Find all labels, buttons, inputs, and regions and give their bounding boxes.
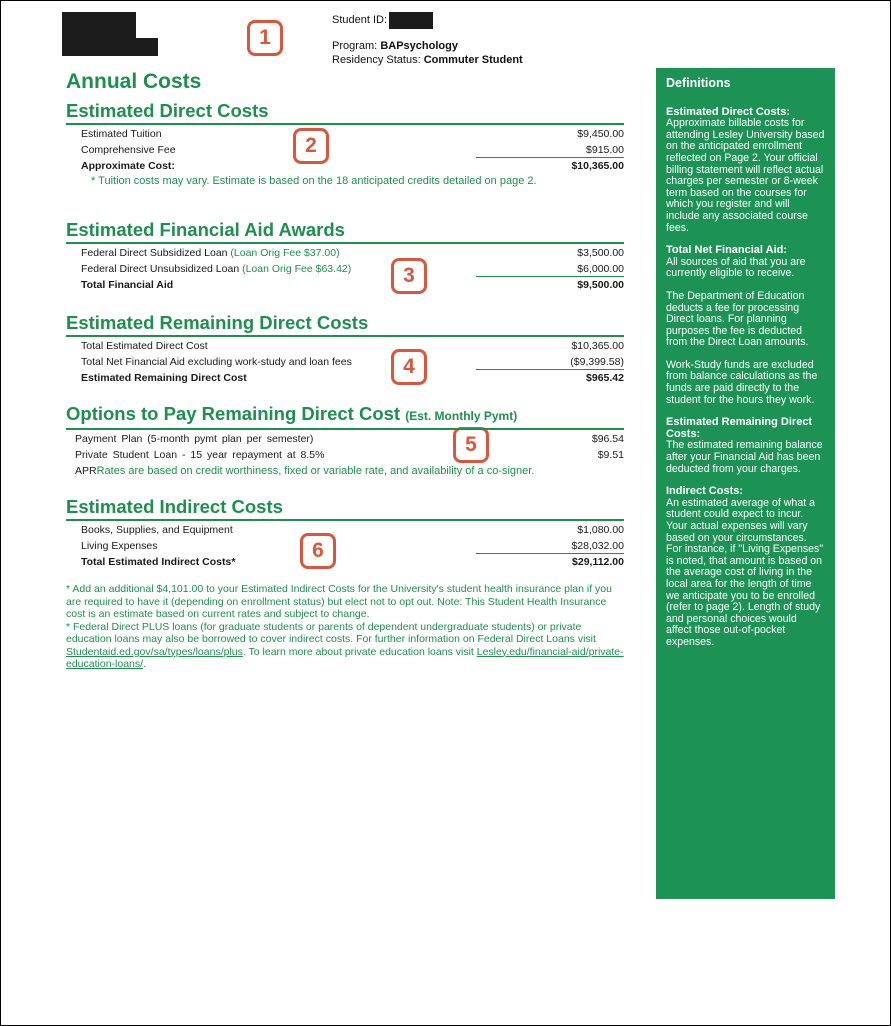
financial-aid-heading: Estimated Financial Aid Awards (66, 219, 624, 244)
apr-note: Rates are based on credit worthiness, fixed or variable rate, and availability of a co-signer. (96, 465, 535, 477)
residency-value: Commuter Student (423, 54, 523, 66)
footnote-plus-loans: * Federal Direct PLUS loans (for graduate students or parents of dependent undergraduate students) or private education loans may also be borrowed to cover indirect costs. For further information on Federal Direct Loans visit Studentaid.ed.gov/sa/types/loans/plus. To learn more about private education loans visit Lesley.edu/financial-aid/private-education-loans/. (66, 620, 624, 670)
footnote-insurance: * Add an additional $4,101.00 to your Estimated Indirect Costs for the University's student health insurance plan if you are required to have it (depending on enrollment status) but elect not to opt out. Note: This Student Health Insurance cost is an estimate based on current rates and subject to change. (66, 583, 612, 620)
payment-options-section (66, 403, 624, 479)
definition-item: The Department of Education deducts a fee for processing Direct loans. For planning purposes the fee is deducted from the Direct Loan amounts. (666, 289, 809, 349)
remaining-total-row: Estimated Remaining Direct Cost $965.42 (81, 372, 624, 384)
indirect-row: Books, Supplies, and Equipment $1,080.00 (81, 524, 624, 536)
definition-item: Estimated Direct Costs: Approximate billable costs for attending Lesley University based on the anticipated enrollment reflected on Page 2. Your official billing statement will reflect actual charges per semester or 8-week term based on the courses for which you register and will include any associated course fees. (666, 105, 825, 234)
callout-badge-6: 6 (300, 533, 336, 569)
indirect-row: Living Expenses $28,032.00 (81, 540, 624, 552)
definitions-sidebar (656, 68, 835, 899)
direct-cost-row: Estimated Tuition $9,450.00 (81, 128, 624, 140)
remaining-costs-heading: Estimated Remaining Direct Costs (66, 312, 624, 337)
payment-option-row: Payment Plan (5-month pymt plan per semester) $96.54 (75, 433, 624, 445)
definition-item: Total Net Financial Aid: All sources of aid that you are currently eligible to receive. (666, 244, 806, 280)
callout-badge-3: 3 (391, 258, 427, 294)
callout-badge-1: 1 (247, 20, 283, 56)
student-id-label: Student ID: (332, 14, 388, 26)
definitions-heading: Definitions (666, 76, 731, 90)
callout-badge-2: 2 (293, 128, 329, 164)
aid-row: Federal Direct Subsidized Loan (Loan Orig Fee $37.00) $3,500.00 (81, 247, 624, 259)
callout-badge-4: 4 (391, 349, 427, 385)
program-label: Program: (332, 40, 378, 52)
financial-aid-section (66, 219, 624, 293)
residency-label: Residency Status: (332, 54, 421, 66)
apr-label: APR (75, 465, 97, 477)
footnotes (66, 583, 626, 671)
tuition-note: * Tuition costs may vary. Estimate is based on the 18 anticipated credits detailed on page 2. (91, 175, 537, 187)
definition-item: Indirect Costs: An estimated average of what a student could expect to incur. Your actual expenses will vary based on your circumstances. For instance, if "Living Expenses" is noted, that amount is based on the average cost of living in the local area for the length of time we anticipate you to be enrolled (refer to page 2). Length of study and personal choices would affect those out-of-pocket expenses. (666, 485, 824, 648)
program-value: BAPsychology (380, 40, 458, 52)
payment-option-row: Private Student Loan - 15 year repayment at 8.5% $9.51 (75, 449, 624, 461)
redacted-name-block-tail (134, 38, 158, 56)
residency-line (332, 54, 523, 66)
definition-item: Work-Study funds are excluded from balance calculations as the funds are paid directly to the student for the hours they work. (666, 358, 818, 406)
direct-costs-heading: Estimated Direct Costs (66, 100, 624, 125)
callout-badge-5: 5 (453, 427, 489, 463)
lesley-loans-link[interactable]: Lesley.edu/financial-aid/private-education-loans/ (66, 645, 624, 670)
aid-total-row: Total Financial Aid $9,500.00 (81, 279, 624, 291)
loan-fee-note: (Loan Orig Fee $37.00) (230, 247, 340, 259)
indirect-costs-section (66, 496, 624, 570)
apr-note-row (66, 463, 624, 479)
page-title: Annual Costs (66, 70, 202, 93)
indirect-costs-heading: Estimated Indirect Costs (66, 496, 624, 521)
remaining-costs-section (66, 312, 624, 386)
remaining-row: Total Estimated Direct Cost $10,365.00 (81, 340, 624, 352)
payment-options-subheading: (Est. Monthly Pymt) (405, 409, 518, 423)
direct-cost-row: Comprehensive Fee $915.00 (81, 144, 624, 156)
redacted-student-id (389, 12, 433, 29)
redacted-name-block (62, 12, 136, 56)
direct-cost-total-row: Approximate Cost: $10,365.00 (81, 160, 624, 172)
program-line (332, 40, 458, 52)
remaining-row: Total Net Financial Aid excluding work-study and loan fees ($9,399.58) (81, 356, 624, 368)
studentaid-link[interactable]: Studentaid.ed.gov/sa/types/loans/plus (66, 645, 243, 658)
definition-item: Estimated Remaining Direct Costs: The estimated remaining balance after your Financial Aid has been deducted from your charges. (666, 416, 823, 475)
loan-fee-note: (Loan Orig Fee $63.42) (242, 263, 352, 275)
aid-row: Federal Direct Unsubsidized Loan (Loan Orig Fee $63.42) $6,000.00 (81, 263, 624, 275)
indirect-total-row: Total Estimated Indirect Costs* $29,112.00 (81, 556, 624, 568)
direct-costs-section (66, 100, 624, 187)
payment-options-heading: Options to Pay Remaining Direct Cost (Est. Monthly Pymt) (66, 403, 624, 430)
